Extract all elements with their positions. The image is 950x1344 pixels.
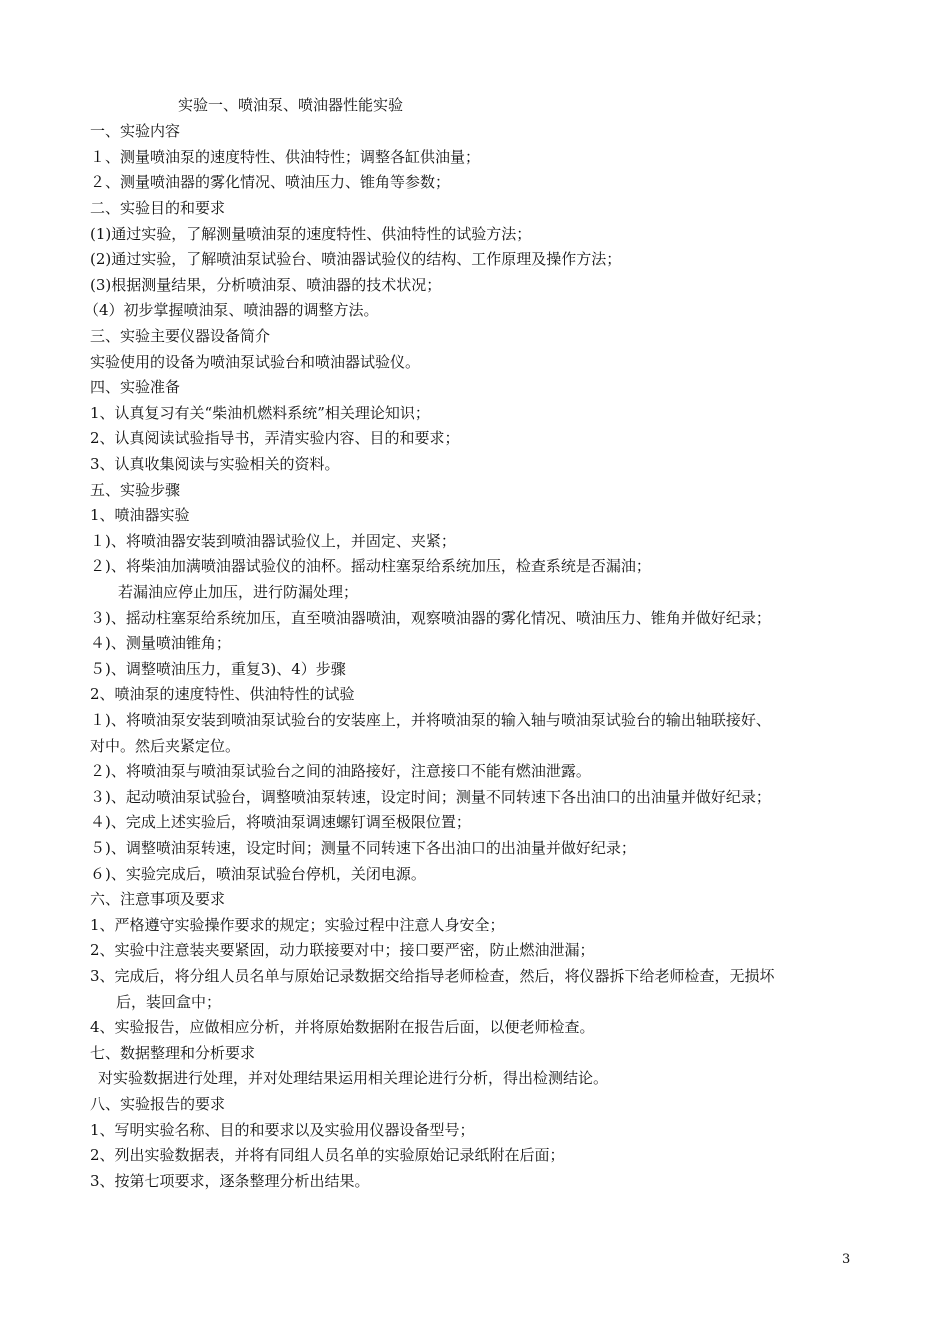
list-item: ６)、实验完成后，喷油泵试验台停机，关闭电源。 [90,865,426,883]
list-item: ４)、完成上述实验后，将喷油泵调速螺钉调至极限位置； [90,813,471,831]
list-item: 1、严格遵守实验操作要求的规定；实验过程中注意人身安全； [90,916,505,934]
list-item: ３)、起动喷油泵试验台，调整喷油泵转速，设定时间；测量不同转速下各出油口的出油量并做好纪录； [90,788,771,806]
list-item: 2、认真阅读试验指导书，弄清实验内容、目的和要求； [90,429,460,447]
list-item-continuation: 对中。然后夹紧定位。 [90,737,241,755]
list-item: 实验使用的设备为喷油泵试验台和喷油器试验仪。 [90,353,421,371]
list-item: 3、认真收集阅读与实验相关的资料。 [90,455,340,473]
list-item: 2、列出实验数据表，并将有同组人员名单的实验原始记录纸附在后面； [90,1146,565,1164]
list-item: (1)通过实验，了解测量喷油泵的速度特性、供油特性的试验方法； [90,225,532,243]
section-heading-data-analysis: 七、数据整理和分析要求 [90,1044,256,1062]
list-item: （4）初步掌握喷油泵、喷油器的调整方法。 [84,301,379,319]
list-item: 4、实验报告，应做相应分析，并将原始数据附在报告后面，以便老师检查。 [90,1018,595,1036]
list-item: 3、按第七项要求，逐条整理分析出结果。 [90,1172,370,1190]
section-heading-equipment: 三、实验主要仪器设备简介 [90,327,271,345]
subheading-injector-test: 1、喷油器实验 [90,506,190,524]
paragraph: 对实验数据进行处理，并对处理结果运用相关理论进行分析，得出检测结论。 [98,1069,609,1087]
subheading-pump-test: 2、喷油泵的速度特性、供油特性的试验 [90,685,355,703]
section-heading-notes: 六、注意事项及要求 [90,890,226,908]
list-item: ３)、摇动柱塞泵给系统加压，直至喷油器喷油，观察喷油器的雾化情况、喷油压力、锥角并做好纪录； [90,609,771,627]
section-heading-steps: 五、实验步骤 [90,481,181,499]
list-item: (3)根据测量结果，分析喷油泵、喷油器的技术状况； [90,276,442,294]
section-heading-contents: 一、实验内容 [90,122,181,140]
list-item: ２、测量喷油器的雾化情况、喷油压力、锥角等参数； [90,173,451,191]
list-item: ５)、调整喷油压力，重复3)、4）步骤 [90,660,346,678]
list-item: 1、认真复习有关“柴油机燃料系统”相关理论知识； [90,404,430,422]
list-item: １)、将喷油器安装到喷油器试验仪上，并固定、夹紧； [90,532,456,550]
page-number: 3 [842,1252,851,1267]
list-item-continuation: 若漏油应停止加压，进行防漏处理； [118,583,359,601]
list-item: ４)、测量喷油锥角； [90,634,231,652]
section-heading-preparation: 四、实验准备 [90,378,181,396]
section-heading-report: 八、实验报告的要求 [90,1095,226,1113]
list-item: ５)、调整喷油泵转速，设定时间；测量不同转速下各出油口的出油量并做好纪录； [90,839,636,857]
list-item: 2、实验中注意装夹要紧固，动力联接要对中；接口要严密，防止燃油泄漏； [90,941,595,959]
document-title: 实验一、喷油泵、喷油器性能实验 [178,96,404,114]
list-item-continuation: 后，装回盒中； [116,993,222,1011]
section-heading-purpose: 二、实验目的和要求 [90,199,226,217]
list-item: (2)通过实验，了解喷油泵试验台、喷油器试验仪的结构、工作原理及操作方法； [90,250,622,268]
list-item: １)、将喷油泵安装到喷油泵试验台的安装座上，并将喷油泵的输入轴与喷油泵试验台的输出轴联接好、 [90,711,771,729]
list-item: ２)、将喷油泵与喷油泵试验台之间的油路接好，注意接口不能有燃油泄露。 [90,762,591,780]
list-item: 1、写明实验名称、目的和要求以及实验用仪器设备型号； [90,1121,475,1139]
list-item: ２)、将柴油加满喷油器试验仪的油杯。摇动柱塞泵给系统加压，检查系统是否漏油； [90,557,651,575]
list-item: 3、完成后，将分组人员名单与原始记录数据交给指导老师检查，然后，将仪器拆下给老师检查，无损坏 [90,967,775,985]
list-item: １、测量喷油泵的速度特性、供油特性；调整各缸供油量； [90,148,481,166]
